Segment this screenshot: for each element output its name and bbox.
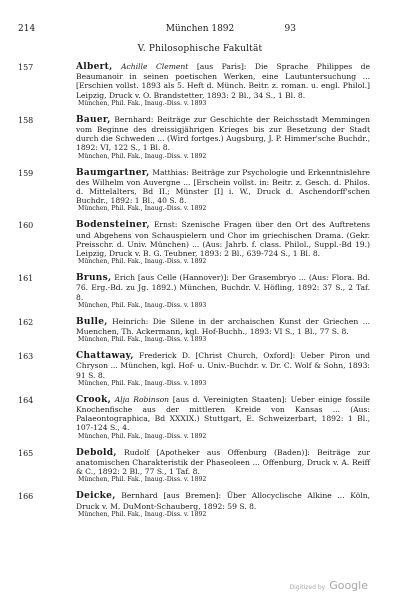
- entry-text: [76, 491, 370, 510]
- entry-name: Deicke,: [76, 491, 116, 502]
- entry-number: 162: [18, 317, 34, 327]
- entry-body: [aus Paris]: Die Sprache Philippes de Beaumanoir in seinen poetischen Werken, eine Lautuntersuchung ... [Erschien vollst. 1893 als 5. Heft d. Münch. Beitr. z. roman. u. engl. Philol.] Leipzig, Druck v. O. Brandstetter, 1893: 2 Bl., 34 S., 1 Bl. 8.: [76, 62, 370, 100]
- entry-number: 160: [18, 221, 34, 231]
- entry: [18, 273, 370, 310]
- entry-dissertation-note: München, Phil. Fak., Inaug.-Diss. v. 1892: [78, 152, 207, 160]
- entry-body: [aus d. Vereinigten Staaten]: Ueber einige fossile Knochenfische aus der mittleren Kreide von Kansas ... (Aus: Palaeontographica, Bd XXXIX.) Stuttgart, E. Schweizerbart, 1892: 1 Bl., 107-124 S., 4.: [76, 394, 370, 433]
- entry-body: Bernhard: Beiträge zur Geschichte der Reichsstadt Memmingen vom Beginne des dreissigjährigen Krieges bis zur Besetzung der Stadt durch die Schweden ... (Wird fortges.) Augsburg, J. P. Himmer'sche Buchdr., 1892: VI, 122 S., 1 Bl. 8.: [76, 114, 370, 153]
- entry-dissertation-note: München, Phil. Fak., Inaug.-Diss. v. 1892: [78, 258, 207, 266]
- entry-dissertation-note: München, Phil. Fak., Inaug.-Diss. v. 1893: [78, 336, 207, 344]
- entry-list: [18, 62, 370, 526]
- entry-dissertation-note: München, Phil. Fak., Inaug.-Diss. v. 1892: [78, 432, 207, 440]
- entry-text: [76, 220, 370, 258]
- entry-text: [76, 351, 370, 380]
- entry-number: 165: [18, 448, 34, 458]
- page-number: 214: [18, 24, 36, 34]
- entry: [18, 168, 370, 214]
- entry-name: Crook,: [76, 394, 112, 405]
- entry-dissertation-note: München, Phil. Fak., Inaug.-Diss. v. 1893: [78, 301, 207, 309]
- entry-number: 157: [18, 63, 34, 72]
- entry-body: Bernhard [aus Bremen]: Über Allocyclische Alkine ... Köln, Druck v. M. DuMont-Schauberg, 1892: 59 S. 8.: [76, 491, 370, 511]
- entry-number: 161: [18, 274, 34, 284]
- entry-body: Frederick D. [Christ Church, Oxford]: Ueber Piron und Chryson ... München, kgl. Hof- u. Univ.-Buchdr. v. Dr. C. Wolf & Sohn, 1893: 91 S. 8.: [76, 351, 370, 380]
- entry-body: Heinrich: Die Silene in der archaischen Kunst der Griechen ... Muenchen, Th. Ackermann, kgl. Hof-Buchh., 1893: VI S., 1 Bl., 77 S. 8.: [76, 316, 370, 337]
- entry-number: 158: [18, 115, 34, 125]
- entry-given-name: Achille Clement: [121, 62, 189, 71]
- entry-dissertation-note: München, Phil. Fak., Inaug.-Diss. v. 1892: [78, 205, 207, 213]
- entry-text: [76, 115, 370, 153]
- running-number: 93: [284, 24, 296, 34]
- section-title: V. Philosophische Fakultät: [137, 44, 263, 54]
- entry-body: Ernst: Szenische Fragen über den Ort des Auftretens und Abgehens von Schauspielern und Chor im griechischen Drama. (Gekr. Preisschr. d. Univ. München) ... (Aus: Jahrb. f. class. Philol., Suppl.-Bd 19.) Leipzig, Druck v. B. G. Teubner, 1893: 2 Bl., 639-724 S., 1 Bl. 8.: [76, 220, 370, 259]
- entry-text: [76, 273, 370, 302]
- running-title: München 1892: [165, 24, 235, 34]
- entry-text: [76, 62, 370, 100]
- entry: [18, 317, 370, 344]
- entry: [18, 62, 370, 108]
- entry-dissertation-note: München, Phil. Fak., Inaug.-Diss. v. 1892: [78, 476, 207, 484]
- entry-number: 164: [18, 395, 34, 405]
- entry-body: Matthias: Beiträge zur Psychologie und Erkenntnislehre des Wilhelm von Auvergne ... [Erschein vollst. in: Beitr. z. Gesch. d. Philos. d. Mittelalters, Bd II.; Münster [I] i. W., Druck d. Aschendorff'schen Buchdr., 1892: 1 Bl., 40 S. 8.: [76, 167, 370, 206]
- google-logo: Google: [329, 579, 368, 592]
- digitized-by-label: Digitized by: [289, 584, 326, 591]
- entry-text: [76, 395, 370, 433]
- page-header: [18, 24, 382, 38]
- entry-body: Rudolf [Apotheker aus Offenburg (Baden)]: Beiträge zur anatomischen Charakteristik der Phaseoleen ... Offenburg, Druck v. A. Reiff & C., 1892: 2 Bl., 77 S., 1 Taf. 8.: [76, 447, 370, 477]
- entry-number: 159: [18, 168, 34, 178]
- entry-dissertation-note: München, Phil. Fak., Inaug.-Diss. v. 1893: [78, 99, 207, 107]
- entry: [18, 115, 370, 161]
- entry-number: 163: [18, 352, 34, 362]
- entry-name: Chattaway,: [76, 351, 134, 362]
- entry-body: Erich [aus Celle (Hannover)]: Der Grasembryo ... (Aus: Flora. Bd. 76. Erg.-Bd. zu Jg. 1892.) München, Buchdr. V. Höfling, 1892: 37 S., 2 Taf. 8.: [76, 273, 370, 302]
- entry-text: [76, 168, 370, 206]
- entry-name: Bauer,: [76, 114, 111, 125]
- entry-name: Baumgartner,: [76, 167, 150, 178]
- entry-text: [76, 448, 370, 477]
- entry-name: Albert,: [76, 62, 113, 72]
- entry-dissertation-note: München, Phil. Fak., Inaug.-Diss. v. 1892: [78, 510, 207, 518]
- google-watermark: [290, 579, 369, 592]
- entry-name: Bruns,: [76, 273, 112, 284]
- entry-name: Bodensteiner,: [76, 220, 150, 231]
- entry-given-name: Alja Robinson: [114, 394, 170, 404]
- entry-text: [76, 317, 370, 336]
- entry-text-prefix: [113, 62, 122, 71]
- entry: [18, 395, 370, 441]
- entry: [18, 220, 370, 266]
- entry-dissertation-note: München, Phil. Fak., Inaug.-Diss. v. 1893: [78, 379, 207, 387]
- entry: [18, 448, 370, 485]
- entry-number: 166: [18, 492, 34, 502]
- entry: [18, 491, 370, 518]
- entry: [18, 351, 370, 388]
- entry-name: Debold,: [76, 447, 117, 458]
- entry-name: Bulle,: [76, 316, 108, 327]
